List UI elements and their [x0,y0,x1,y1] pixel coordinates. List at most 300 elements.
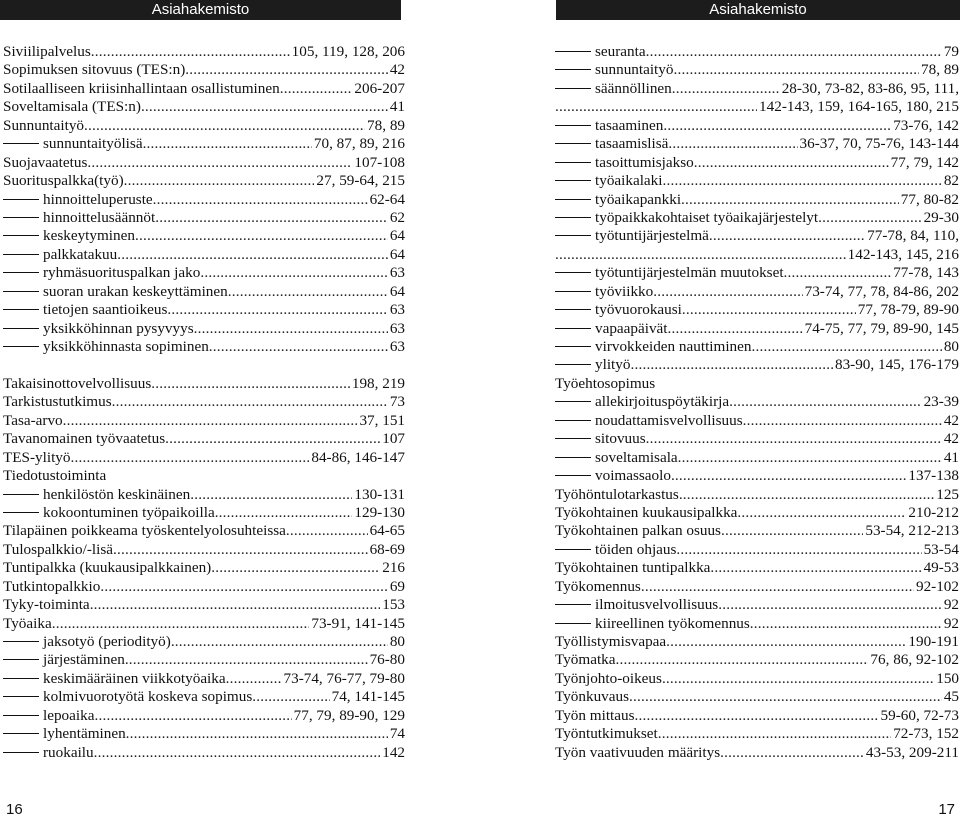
subentry-dash [555,401,591,402]
entry-term: yksikköhinnan pysyvyys [43,319,194,337]
leader-dots [668,320,803,338]
leader-dots [663,117,891,135]
entry-pages: 76, 86, 92-102 [870,651,959,669]
index-entry [555,651,959,669]
entry-pages: 107-108 [354,153,405,171]
leader-dots [141,98,388,116]
subentry-dash [555,235,591,236]
subentry-dash [3,678,39,679]
entry-term: työpaikkakohtaiset työaikajärjestelyt [595,208,819,226]
leader-dots [646,430,942,448]
index-entry [555,375,959,393]
leader-dots [71,449,310,467]
entry-pages: 53-54, 212-213 [865,522,959,540]
leader-dots [672,80,780,98]
subentry-dash [555,420,591,421]
entry-term: hinnoitteluperuste [43,190,153,208]
entry-pages: 92-102 [915,577,959,595]
entry-term: Työllistymisvapaa [555,633,667,650]
leader-dots [679,486,934,504]
index-subentry [555,449,959,467]
leader-dots [125,651,368,669]
entry-pages: 41 [389,98,405,116]
entry-term: TES-ylityö [3,448,71,466]
entry-pages: 42 [943,411,959,429]
subentry-dash [3,733,39,734]
leader-dots [784,264,892,282]
index-subentry [3,283,405,301]
entry-term: järjestäminen [43,651,125,669]
entry-pages: 63 [389,301,405,319]
entry-pages: 53-54 [923,540,959,558]
entry-pages: 190-191 [908,633,959,650]
entry-term: tasaaminen [595,116,664,134]
entry-pages: 77, 78-79, 89-90 [857,301,959,319]
subentry-dash [3,696,39,697]
entry-pages: 83-90, 145, 176-179 [834,356,959,374]
leader-dots [671,467,906,485]
index-subentry [3,301,405,319]
entry-term: Työhöntulotarkastus [555,485,679,503]
entry-term: Suorituspalkka(työ) [3,172,124,190]
entry-pages: 78, 89 [367,116,405,134]
leader-dots [662,670,934,688]
leader-dots [681,191,899,209]
entry-pages: 206-207 [354,79,405,97]
entry-pages: 78, 89 [921,61,959,79]
subentry-dash [555,69,591,70]
entry-term: Sotilaalliseen kriisinhallintaan osallistuminen [3,79,280,97]
entry-pages: 59-60, 72-73 [880,706,959,724]
index-entry [3,615,405,633]
entry-pages: 129-130 [354,503,405,521]
entry-term: Työaika [3,614,52,632]
entry-term: yksikköhinnasta sopiminen [43,338,209,355]
entry-term: Sunnuntaityö [3,116,85,134]
entry-pages: 107 [382,430,405,448]
entry-term: tasaamislisä [595,135,669,153]
entry-pages: 142-143, 159, 164-165, 180, 215 [759,98,959,116]
entry-term: Työnkuvaus [555,688,630,706]
entry-term: Työntutkimukset [555,725,658,743]
entry-term: kokoontuminen työpaikoilla [43,503,215,521]
entry-pages: 74, 141-145 [331,688,405,706]
index-entry [3,412,405,430]
entry-pages: 62-64 [369,190,405,208]
index-subentry [555,172,959,190]
entry-term: suoran urakan keskeyttäminen [43,282,228,300]
entry-term: palkkatakuu [43,245,118,263]
index-subentry [555,467,959,485]
index-entries [3,43,405,762]
subentry-dash [3,715,39,716]
entry-term: Tasa-arvo [3,411,63,429]
entry-term: töiden ohjaus [595,540,677,558]
entry-term: Työmatka [555,651,616,669]
entry-term: kolmivuorotyötä koskeva sopimus [43,688,253,706]
subentry-dash [3,309,39,310]
page-header: Asiahakemisto [0,0,401,20]
index-entry [3,80,405,98]
leader-dots [215,504,353,522]
entry-pages: 36-37, 70, 75-76, 143-144 [799,135,959,153]
entry-term: tietojen saantioikeus [43,301,168,319]
leader-dots [666,633,906,651]
subentry-dash [555,272,591,273]
index-entry [3,522,405,540]
index-entry [555,670,959,688]
entry-term: Työkohtainen palkan osuus [555,522,721,540]
entry-pages: 210-212 [908,503,959,521]
entry-pages: 153 [382,596,405,614]
entry-term: työaikapankki [595,190,682,208]
entry-pages: 27, 59-64, 215 [316,172,405,190]
index-subentry [3,209,405,227]
subentry-dash [3,143,39,144]
entry-term: Työkohtainen tuntipalkka [555,559,711,577]
entry-term: virvokkeiden nauttiminen [595,338,752,355]
entry-pages: 28-30, 73-82, 83-86, 95, 111, [781,79,959,97]
index-entry [555,578,959,596]
leader-dots [662,172,941,190]
index-subentry [555,615,959,633]
leader-dots [135,227,388,245]
index-entry [555,725,959,743]
leader-dots [94,707,291,725]
entry-pages: 105, 119, 128, 206 [291,43,405,60]
index-subentry [3,246,405,264]
subentry-dash [555,346,591,347]
leader-dots [84,117,365,135]
entry-pages: 37, 151 [359,411,405,429]
index-subentry [555,596,959,614]
index-subentry [3,264,405,282]
leader-dots [171,633,388,651]
leader-dots [629,688,942,706]
index-subentry [555,154,959,172]
index-subentry [555,135,959,153]
entry-pages: 69 [389,577,405,595]
entry-pages: 142 [382,743,405,761]
entry-pages: 84-86, 146-147 [311,448,405,466]
entry-term: lyhentäminen [43,725,126,743]
index-entries [555,43,959,762]
index-entry [3,117,405,135]
entry-term: työvuorokausi [595,301,682,319]
leader-dots [194,320,388,338]
entry-pages: 198, 219 [351,374,405,392]
entry-term: työaikalaki [595,172,663,190]
entry-pages: 72-73, 152 [893,725,959,743]
index-entry [555,559,959,577]
entry-term: sunnuntaityö [595,61,674,79]
subentry-dash [555,291,591,292]
leader-dots [737,504,906,522]
subentry-dash [555,162,591,163]
leader-dots [226,670,282,688]
index-entry [3,596,405,614]
entry-pages: 43-53, 209-211 [865,743,959,761]
entry-pages: 64 [389,245,405,263]
subentry-dash [555,438,591,439]
leader-dots [211,559,380,577]
index-subentry [555,338,959,356]
entry-pages: 77, 79, 142 [890,153,959,171]
entry-pages: 150 [936,669,959,687]
entry-pages: 77, 80-82 [900,190,959,208]
index-subentry [555,430,959,448]
index-continuation [555,246,959,264]
entry-term: vapaapäivät [595,319,668,337]
leader-dots [710,559,921,577]
entry-pages: 77, 79, 89-90, 129 [293,706,405,724]
index-subentry [555,412,959,430]
entry-term: ilmoitusvelvollisuus [595,596,719,614]
entry-pages: 137-138 [908,467,959,485]
leader-dots [286,522,368,540]
index-subentry [3,725,405,743]
leader-dots [635,707,879,725]
entry-term: sitovuus [595,430,646,448]
entry-pages: 82 [943,172,959,190]
index-subentry [3,504,405,522]
index-subentry [3,670,405,688]
entry-term: Suojavaatetus [3,153,88,171]
subentry-dash [555,199,591,200]
entry-term: työviikko [595,282,654,300]
index-subentry [555,393,959,411]
leader-dots [673,61,919,79]
leader-dots [653,283,802,301]
page-header: Asiahakemisto [556,0,960,20]
entry-term: Tarkistustutkimus [3,393,112,411]
leader-dots [646,43,942,61]
entry-pages: 64-65 [369,522,405,540]
index-subentry [3,135,405,153]
entry-term: Tavanomainen työvaatetus [3,430,166,448]
entry-term: Tulospalkkio/-lisä [3,540,113,558]
entry-pages: 76-80 [369,651,405,669]
leader-dots [630,356,833,374]
index-subentry [3,227,405,245]
entry-pages: 216 [382,559,405,577]
index-subentry [3,744,405,762]
entry-term: sunnuntaityölisä [43,135,143,153]
entry-pages: 73-74, 77, 78, 84-86, 202 [804,282,959,300]
subentry-dash [3,641,39,642]
page-number: 16 [6,801,23,818]
subentry-dash [555,143,591,144]
subentry-dash [3,217,39,218]
entry-term: noudattamisvelvollisuus [595,411,743,429]
subentry-dash [555,475,591,476]
entry-pages: 49-53 [923,559,959,577]
entry-term: seuranta [595,43,646,60]
subentry-dash [3,291,39,292]
leader-dots [676,541,921,559]
index-subentry [555,117,959,135]
entry-term: Takaisinottovelvollisuus [3,374,152,392]
index-entry [3,43,405,61]
entry-term: ruokailu [43,743,94,761]
index-subentry [3,633,405,651]
subentry-dash [555,328,591,329]
leader-dots [658,725,891,743]
index-subentry [3,486,405,504]
leader-dots [87,154,352,172]
leader-dots [90,596,381,614]
subentry-dash [555,217,591,218]
index-subentry [555,264,959,282]
leader-dots [112,393,388,411]
leader-dots [113,541,368,559]
entry-pages: 42 [389,61,405,79]
leader-dots [750,615,942,633]
entry-term: Työn mittaus [555,706,635,724]
leader-dots [668,135,797,153]
leader-dots [743,412,942,430]
entry-term: soveltamisala [595,448,678,466]
entry-term: Työnjohto-oikeus [555,669,662,687]
entry-pages: 41 [943,448,959,466]
subentry-dash [555,180,591,181]
index-subentry [555,61,959,79]
leader-dots [555,246,846,264]
entry-pages: 77-78, 84, 110, [867,227,959,245]
entry-pages: 68-69 [369,540,405,558]
subentry-dash [3,254,39,255]
index-entry [3,578,405,596]
entry-pages: 70, 87, 89, 216 [313,135,405,153]
entry-pages: 125 [936,485,959,503]
index-entry [3,467,405,485]
entry-pages: 64 [389,227,405,245]
leader-dots [63,412,358,430]
index-entry [3,393,405,411]
index-subentry [3,707,405,725]
entry-term: työtuntijärjestelmän muutokset [595,264,784,282]
leader-dots [718,596,942,614]
leader-dots [720,744,864,762]
leader-dots [729,393,921,411]
index-entry [3,98,405,116]
index-subentry [3,651,405,669]
entry-pages: 73-91, 141-145 [311,614,405,632]
index-subentry [555,541,959,559]
leader-dots [200,264,387,282]
leader-dots [228,283,388,301]
index-entry [3,61,405,79]
index-entry [3,559,405,577]
leader-dots [155,209,388,227]
subentry-dash [555,623,591,624]
entry-term: Siviilipalvelus [3,43,91,60]
entry-term: Tyky-toiminta [3,596,90,614]
entry-term: voimassaolo [595,467,671,485]
entry-pages: 130-131 [354,485,405,503]
entry-pages: 23-39 [923,393,959,411]
index-subentry [555,301,959,319]
leader-dots [91,43,290,61]
subentry-dash [555,549,591,550]
leader-dots [167,301,387,319]
entry-pages: 77-78, 143 [893,264,959,282]
entry-term: Tuntipalkka (kuukausipalkkainen) [3,559,212,577]
entry-pages: 73-74, 76-77, 79-80 [283,669,405,687]
index-entry [555,688,959,706]
entry-pages: 80 [943,338,959,355]
entry-pages: 62 [389,208,405,226]
leader-dots [616,651,869,669]
entry-pages: 74 [389,725,405,743]
index-subentry [555,191,959,209]
subentry-dash [3,752,39,753]
leader-dots [209,338,388,356]
subentry-dash [3,235,39,236]
entry-pages: 29-30 [923,208,959,226]
entry-term: Tilapäinen poikkeama työskentelyolosuhteissa [3,522,286,540]
index-subentry [555,80,959,98]
entry-term: Työkomennus [555,577,641,595]
leader-dots [151,375,350,393]
leader-dots [694,154,889,172]
leader-dots [709,227,865,245]
entry-term: henkilöstön keskinäinen [43,485,191,503]
subentry-dash [555,125,591,126]
entry-term: Tiedotustoiminta [3,467,107,485]
index-subentry [555,43,959,61]
entry-pages: 74-75, 77, 79, 89-90, 145 [804,319,959,337]
leader-dots [682,301,856,319]
entry-term: jaksotyö (periodityö) [43,633,171,650]
subentry-dash [555,457,591,458]
entry-term: Soveltamisala (TES:n) [3,98,141,116]
entry-pages: 63 [389,264,405,282]
leader-dots [190,486,352,504]
index-subentry [555,209,959,227]
page-number: 17 [938,801,955,818]
leader-dots [117,246,388,264]
index-entry [3,375,405,393]
entry-term: työtuntijärjestelmä [595,227,709,245]
entry-pages: 64 [389,282,405,300]
index-entry [3,430,405,448]
entry-pages: 63 [389,319,405,337]
leader-dots [165,430,380,448]
subentry-dash [555,364,591,365]
subentry-dash [555,309,591,310]
index-subentry [3,320,405,338]
subentry-dash [3,512,39,513]
leader-dots [124,172,315,190]
entry-pages: 45 [943,688,959,706]
leader-dots [555,98,757,116]
index-entry [3,541,405,559]
index-entry [555,744,959,762]
entry-pages: 80 [389,633,405,650]
leader-dots [252,688,329,706]
entry-term: Työehtosopimus [555,374,656,392]
entry-pages: 92 [943,596,959,614]
leader-dots [818,209,921,227]
leader-dots [94,744,381,762]
entry-term: ryhmäsuorituspalkan jako [43,264,201,282]
entry-pages: 92 [943,614,959,632]
entry-term: allekirjoituspöytäkirja [595,393,730,411]
leader-dots [751,338,941,356]
leader-dots [143,135,312,153]
index-subentry [3,338,405,356]
